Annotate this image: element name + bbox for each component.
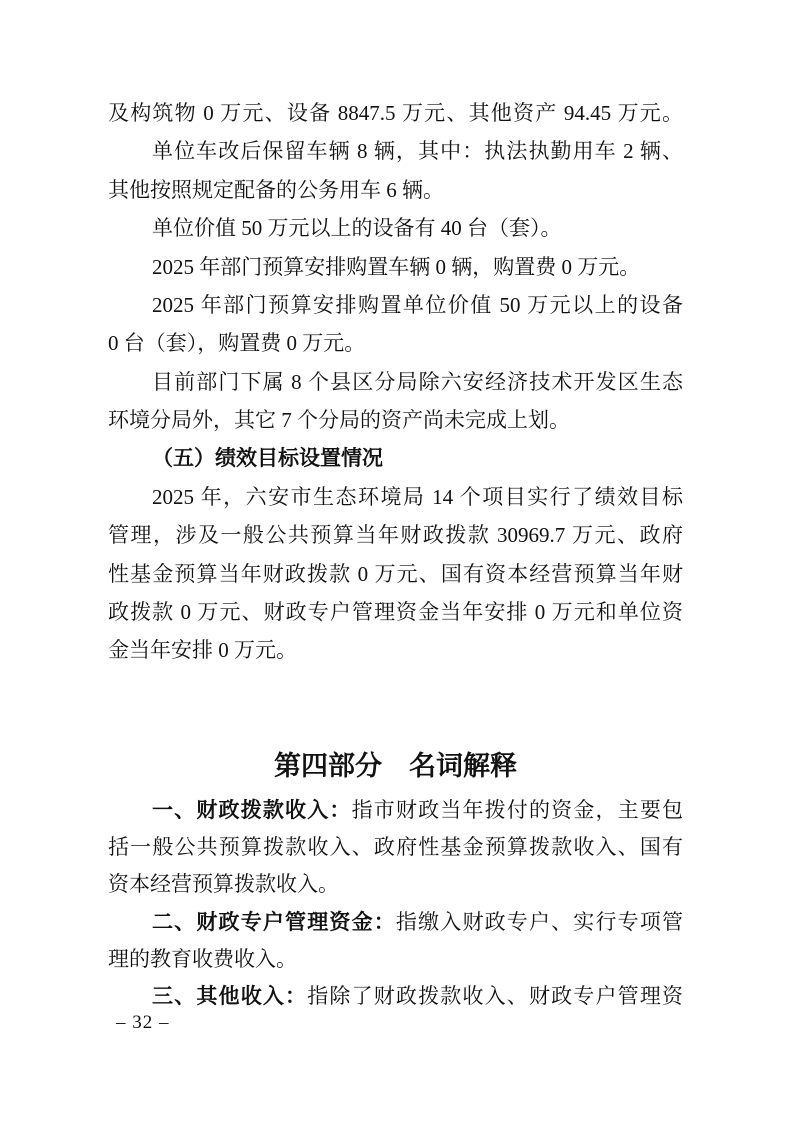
term-fiscal-appropriation-line: 资本经营预算拨款收入。 <box>108 872 339 897</box>
para-equipment-line: 单位价值 50 万元以上的设备有 40 台（套）。 <box>152 216 562 241</box>
term-special-account-text: 指缴入财政专户、实行专项管 <box>395 909 683 934</box>
term-fiscal-appropriation-text: 指市财政当年拨付的资金，主要包 <box>351 797 683 822</box>
term-other-income-lead: 三、其他收入： <box>152 985 308 1009</box>
para-performance-line: 性基金预算当年财政拨款 0 万元、国有资本经营预算当年财 <box>108 561 683 586</box>
section4-heading: 第四部分 名词解释 <box>274 750 517 781</box>
page-body <box>108 0 683 1016</box>
para-assets-line: 及构筑物 0 万元、设备 8847.5 万元、其他资产 94.45 万元。 <box>108 101 683 125</box>
para-vehicles-line: 其他按照规定配备的公务用车 6 辆。 <box>108 177 444 202</box>
term-other-income-line <box>108 978 683 1015</box>
para-performance-line: 管理，涉及一般公共预算当年财政拨款 30969.7 万元、政府 <box>108 523 683 548</box>
term-special-account-line <box>108 904 683 941</box>
term-special-account-lead: 二、财政专户管理资金： <box>152 910 396 934</box>
subheading-performance-targets: （五）绩效目标设置情况 <box>152 446 383 470</box>
term-special-account-line: 理的教育收费收入。 <box>108 947 297 972</box>
term-fiscal-appropriation-lead: 一、财政拨款收入： <box>152 798 352 822</box>
para-vehicle-budget-line: 2025 年部门预算安排购置车辆 0 辆，购置费 0 万元。 <box>152 254 641 279</box>
para-performance-line: 金当年安排 0 万元。 <box>108 638 297 663</box>
para-branches-line: 环境分局外，其它 7 个分局的资产尚未完成上划。 <box>108 408 570 433</box>
term-fiscal-appropriation-line <box>108 792 683 829</box>
para-branches-line: 目前部门下属 8 个县区分局除六安经济技术开发区生态 <box>152 369 683 394</box>
para-equipment-budget-line: 2025 年部门预算安排购置单位价值 50 万元以上的设备 <box>152 292 683 317</box>
term-fiscal-appropriation-line: 括一般公共预算拨款收入、政府性基金预算拨款收入、国有 <box>108 835 683 860</box>
para-performance-line: 2025 年，六安市生态环境局 14 个项目实行了绩效目标 <box>152 484 683 509</box>
para-performance-line: 政拨款 0 万元、财政专户管理资金当年安排 0 万元和单位资 <box>108 600 683 625</box>
para-vehicles-line: 单位车改后保留车辆 8 辆，其中：执法执勤用车 2 辆、 <box>152 139 683 164</box>
page-number: – 32 – <box>116 1012 170 1033</box>
para-equipment-budget-line: 0 台（套），购置费 0 万元。 <box>108 331 366 356</box>
term-other-income-text: 指除了财政拨款收入、财政专户管理资 <box>307 984 683 1009</box>
